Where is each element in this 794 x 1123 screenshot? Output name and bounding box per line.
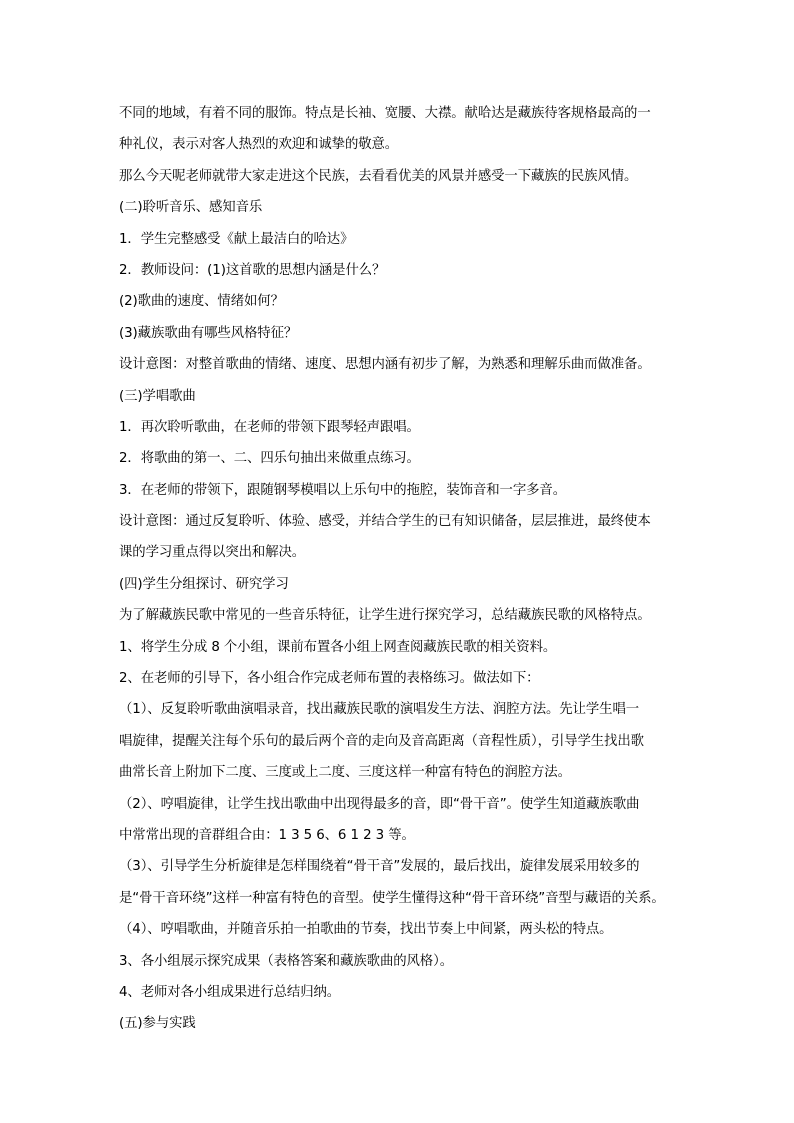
- section-heading: (五)参与实践: [119, 1016, 196, 1032]
- design-intent: 设计意图：通过反复聆听、体验、感受，并结合学生的已有知识储备，层层推进，最终使本: [119, 514, 651, 530]
- list-item: 2．教师设问：(1)这首歌的思想内涵是什么？: [119, 262, 386, 278]
- list-item: （1）、反复聆听歌曲演唱录音，找出藏族民歌的演唱发生方法、润腔方法。先让学生唱一: [119, 702, 640, 718]
- list-item: （2）、哼唱旋律，让学生找出歌曲中出现得最多的音，即“骨干音”。使学生知道藏族歌曲: [119, 796, 640, 812]
- list-item: (3)藏族歌曲有哪些风格特征？: [119, 325, 298, 341]
- document-page: [119, 98, 679, 1040]
- list-item: 1．学生完整感受《献上最洁白的哈达》: [119, 231, 354, 247]
- paragraph-line: 种礼仪，表示对客人热烈的欢迎和诚挚的敬意。: [119, 137, 399, 153]
- paragraph-line: 为了解藏族民歌中常见的一些音乐特征，让学生进行探究学习，总结藏族民歌的风格特点。: [119, 608, 651, 624]
- paragraph-line: 曲常长音上附加下二度、三度或上二度、三度这样一种富有特色的润腔方法。: [119, 765, 571, 781]
- list-item: 2、在老师的引导下，各小组合作完成老师布置的表格练习。做法如下：: [119, 671, 540, 687]
- list-item: 3、各小组展示探究成果（表格答案和藏族歌曲的风格）。: [119, 953, 453, 969]
- paragraph-line: 课的学习重点得以突出和解决。: [119, 545, 306, 561]
- list-item: 3．在老师的带领下，跟随钢琴模唱以上乐句中的拖腔，装饰音和一字多音。: [119, 482, 567, 498]
- list-item: 1．再次聆听歌曲，在老师的带领下跟琴轻声跟唱。: [119, 419, 420, 435]
- list-item: 2．将歌曲的第一、二、四乐句抽出来做重点练习。: [119, 451, 420, 467]
- section-heading: (二)聆听音乐、感知音乐: [119, 200, 263, 216]
- section-heading: (四)学生分组探讨、研究学习: [119, 576, 289, 592]
- paragraph-line: 不同的地域，有着不同的服饰。特点是长袖、宽腰、大襟。献哈达是藏族待客规格最高的一: [119, 106, 651, 121]
- list-item: （3）、引导学生分析旋律是怎样围绕着“骨干音”发展的，最后找出，旋律发展采用较多的: [119, 859, 640, 875]
- paragraph-line: 唱旋律，提醒关注每个乐句的最后两个音的走向及音高距离（音程性质），引导学生找出歌: [119, 733, 644, 749]
- paragraph-line: 中常常出现的音群组合由：1 3 5 6、6 1 2 3 等。: [119, 827, 415, 843]
- list-item: （4）、哼唱歌曲，并随音乐拍一拍歌曲的节奏，找出节奏上中间紧，两头松的特点。: [119, 922, 613, 938]
- section-heading: (三)学唱歌曲: [119, 388, 196, 404]
- list-item: 1、将学生分成 8 个小组，课前布置各小组上网查阅藏族民歌的相关资料。: [119, 639, 557, 655]
- list-item: (2)歌曲的速度、情绪如何？: [119, 294, 284, 310]
- list-item: 4、老师对各小组成果进行总结归纳。: [119, 984, 341, 1000]
- paragraph-line: 那么今天呢老师就带大家走进这个民族，去看看优美的风景并感受一下藏族的民族风情。: [119, 168, 638, 184]
- paragraph-line: 是“骨干音环绕”这样一种富有特色的音型。使学生懂得这种“骨干音环绕”音型与藏语的关系。: [119, 890, 665, 906]
- design-intent: 设计意图：对整首歌曲的情绪、速度、思想内涵有初步了解，为熟悉和理解乐曲而做准备。: [119, 357, 651, 373]
